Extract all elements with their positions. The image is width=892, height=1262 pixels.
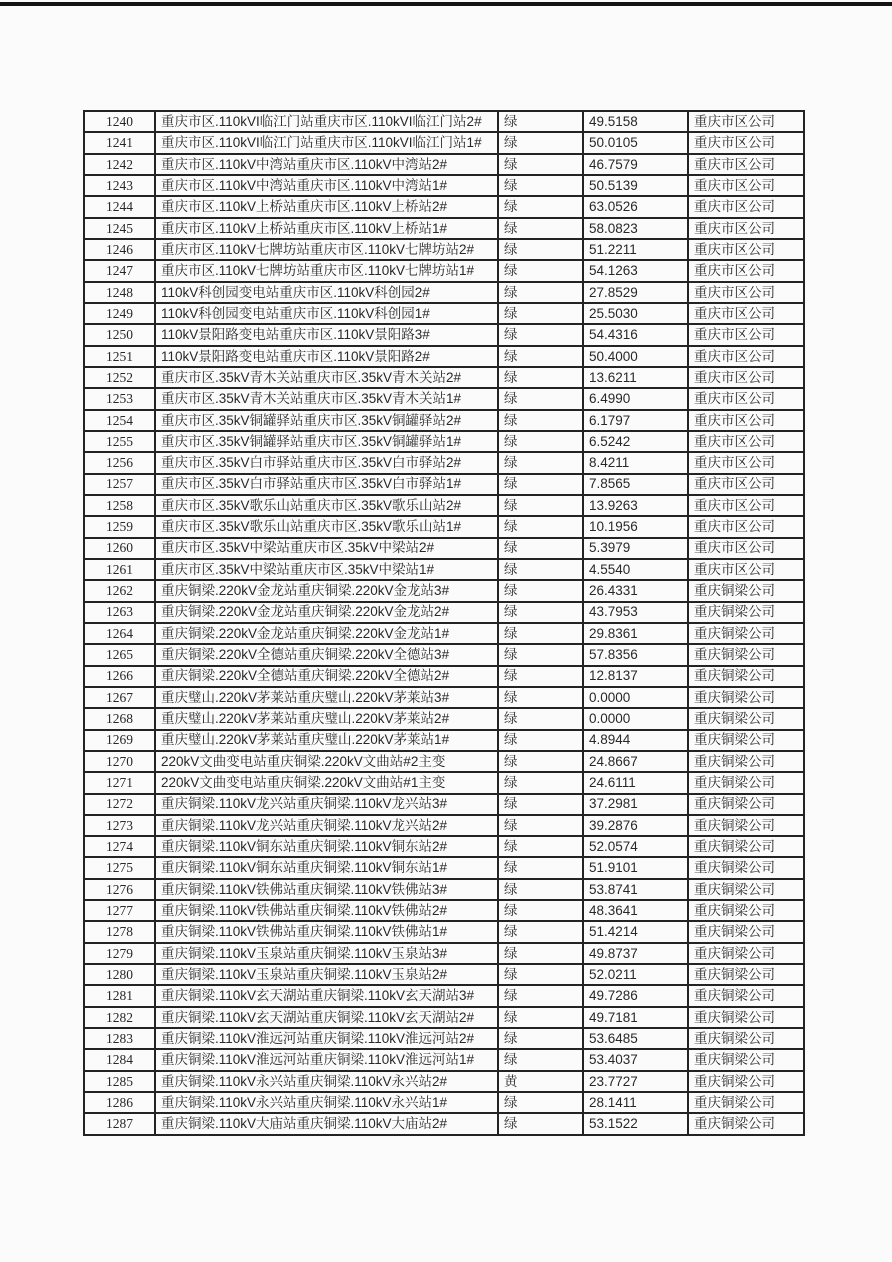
value-cell: 49.8737 <box>583 943 688 964</box>
value-cell: 54.1263 <box>583 260 688 281</box>
row-index-cell: 1283 <box>84 1028 155 1049</box>
company-cell: 重庆铜梁公司 <box>688 964 804 985</box>
company-cell: 重庆铜梁公司 <box>688 1113 804 1135</box>
company-cell: 重庆市区公司 <box>688 303 804 324</box>
status-cell: 绿 <box>498 964 583 985</box>
status-cell: 绿 <box>498 879 583 900</box>
table-row <box>84 1071 804 1092</box>
table-row <box>84 538 804 559</box>
value-cell: 0.0000 <box>583 708 688 729</box>
value-cell: 51.9101 <box>583 857 688 878</box>
status-cell: 绿 <box>498 900 583 921</box>
row-index-cell: 1243 <box>84 175 155 196</box>
company-cell: 重庆铜梁公司 <box>688 602 804 623</box>
row-index-cell: 1271 <box>84 772 155 793</box>
row-index-cell: 1255 <box>84 431 155 452</box>
row-index-cell: 1241 <box>84 132 155 153</box>
status-cell: 绿 <box>498 1049 583 1070</box>
value-cell: 8.4211 <box>583 452 688 473</box>
company-cell: 重庆市区公司 <box>688 538 804 559</box>
station-name-cell: 重庆铜梁.110kV龙兴站重庆铜梁.110kV龙兴站2# <box>155 815 498 836</box>
status-cell: 绿 <box>498 303 583 324</box>
value-cell: 6.4990 <box>583 388 688 409</box>
substation-load-table <box>83 110 805 1136</box>
table-row <box>84 410 804 431</box>
table-row <box>84 324 804 345</box>
station-name-cell: 重庆铜梁.110kV玄天湖站重庆铜梁.110kV玄天湖站3# <box>155 985 498 1006</box>
company-cell: 重庆铜梁公司 <box>688 730 804 751</box>
station-name-cell: 重庆市区.110kV上桥站重庆市区.110kV上桥站1# <box>155 218 498 239</box>
table-row <box>84 772 804 793</box>
row-index-cell: 1244 <box>84 196 155 217</box>
row-index-cell: 1275 <box>84 857 155 878</box>
status-cell: 绿 <box>498 260 583 281</box>
status-cell: 绿 <box>498 452 583 473</box>
status-cell: 绿 <box>498 282 583 303</box>
station-name-cell: 重庆铜梁.110kV龙兴站重庆铜梁.110kV龙兴站3# <box>155 794 498 815</box>
table-row <box>84 559 804 580</box>
station-name-cell: 重庆市区.35kV中梁站重庆市区.35kV中梁站1# <box>155 559 498 580</box>
value-cell: 6.5242 <box>583 431 688 452</box>
row-index-cell: 1268 <box>84 708 155 729</box>
station-name-cell: 重庆铜梁.110kV铜东站重庆铜梁.110kV铜东站2# <box>155 836 498 857</box>
value-cell: 52.0211 <box>583 964 688 985</box>
table-row <box>84 623 804 644</box>
company-cell: 重庆铜梁公司 <box>688 687 804 708</box>
row-index-cell: 1249 <box>84 303 155 324</box>
station-name-cell: 220kV文曲变电站重庆铜梁.220kV文曲站#1主变 <box>155 772 498 793</box>
station-name-cell: 110kV景阳路变电站重庆市区.110kV景阳路3# <box>155 324 498 345</box>
company-cell: 重庆市区公司 <box>688 260 804 281</box>
table-row <box>84 239 804 260</box>
company-cell: 重庆市区公司 <box>688 282 804 303</box>
status-cell: 绿 <box>498 474 583 495</box>
status-cell: 绿 <box>498 730 583 751</box>
value-cell: 46.7579 <box>583 154 688 175</box>
table-row <box>84 452 804 473</box>
status-cell: 黄 <box>498 1071 583 1092</box>
row-index-cell: 1279 <box>84 943 155 964</box>
company-cell: 重庆市区公司 <box>688 410 804 431</box>
company-cell: 重庆铜梁公司 <box>688 1007 804 1028</box>
status-cell: 绿 <box>498 324 583 345</box>
company-cell: 重庆铜梁公司 <box>688 580 804 601</box>
value-cell: 57.8356 <box>583 644 688 665</box>
table-row <box>84 943 804 964</box>
value-cell: 37.2981 <box>583 794 688 815</box>
table-row <box>84 431 804 452</box>
company-cell: 重庆市区公司 <box>688 175 804 196</box>
value-cell: 23.7727 <box>583 1071 688 1092</box>
value-cell: 50.5139 <box>583 175 688 196</box>
value-cell: 39.2876 <box>583 815 688 836</box>
station-name-cell: 重庆铜梁.110kV淮远河站重庆铜梁.110kV淮远河站1# <box>155 1049 498 1070</box>
station-name-cell: 重庆铜梁.110kV铜东站重庆铜梁.110kV铜东站1# <box>155 857 498 878</box>
station-name-cell: 重庆市区.35kV中梁站重庆市区.35kV中梁站2# <box>155 538 498 559</box>
station-name-cell: 重庆市区.110kVI临江门站重庆市区.110kVI临江门站2# <box>155 111 498 132</box>
row-index-cell: 1257 <box>84 474 155 495</box>
value-cell: 50.0105 <box>583 132 688 153</box>
station-name-cell: 重庆市区.110kV中湾站重庆市区.110kV中湾站1# <box>155 175 498 196</box>
value-cell: 52.0574 <box>583 836 688 857</box>
row-index-cell: 1285 <box>84 1071 155 1092</box>
station-name-cell: 重庆铜梁.220kV金龙站重庆铜梁.220kV金龙站2# <box>155 602 498 623</box>
status-cell: 绿 <box>498 410 583 431</box>
table-row <box>84 730 804 751</box>
status-cell: 绿 <box>498 857 583 878</box>
table-row <box>84 580 804 601</box>
status-cell: 绿 <box>498 921 583 942</box>
company-cell: 重庆铜梁公司 <box>688 836 804 857</box>
status-cell: 绿 <box>498 815 583 836</box>
table-row <box>84 985 804 1006</box>
value-cell: 28.1411 <box>583 1092 688 1113</box>
station-name-cell: 重庆市区.35kV白市驿站重庆市区.35kV白市驿站1# <box>155 474 498 495</box>
value-cell: 0.0000 <box>583 687 688 708</box>
status-cell: 绿 <box>498 985 583 1006</box>
status-cell: 绿 <box>498 1113 583 1135</box>
company-cell: 重庆铜梁公司 <box>688 921 804 942</box>
table-row <box>84 708 804 729</box>
row-index-cell: 1246 <box>84 239 155 260</box>
status-cell: 绿 <box>498 431 583 452</box>
value-cell: 49.5158 <box>583 111 688 132</box>
station-name-cell: 重庆市区.35kV青木关站重庆市区.35kV青木关站1# <box>155 388 498 409</box>
value-cell: 51.4214 <box>583 921 688 942</box>
station-name-cell: 重庆铜梁.110kV玉泉站重庆铜梁.110kV玉泉站2# <box>155 964 498 985</box>
status-cell: 绿 <box>498 388 583 409</box>
value-cell: 49.7286 <box>583 985 688 1006</box>
company-cell: 重庆市区公司 <box>688 495 804 516</box>
station-name-cell: 重庆铜梁.110kV永兴站重庆铜梁.110kV永兴站2# <box>155 1071 498 1092</box>
row-index-cell: 1282 <box>84 1007 155 1028</box>
status-cell: 绿 <box>498 836 583 857</box>
value-cell: 48.3641 <box>583 900 688 921</box>
value-cell: 63.0526 <box>583 196 688 217</box>
table-row <box>84 1007 804 1028</box>
row-index-cell: 1254 <box>84 410 155 431</box>
table-row <box>84 857 804 878</box>
station-name-cell: 重庆璧山.220kV茅莱站重庆璧山.220kV茅莱站3# <box>155 687 498 708</box>
row-index-cell: 1261 <box>84 559 155 580</box>
document-page <box>83 110 805 1136</box>
row-index-cell: 1245 <box>84 218 155 239</box>
station-name-cell: 重庆市区.110kVI临江门站重庆市区.110kVI临江门站1# <box>155 132 498 153</box>
table-row <box>84 794 804 815</box>
station-name-cell: 重庆铜梁.110kV玉泉站重庆铜梁.110kV玉泉站3# <box>155 943 498 964</box>
station-name-cell: 重庆市区.35kV青木关站重庆市区.35kV青木关站2# <box>155 367 498 388</box>
station-name-cell: 重庆璧山.220kV茅莱站重庆璧山.220kV茅莱站2# <box>155 708 498 729</box>
status-cell: 绿 <box>498 1007 583 1028</box>
status-cell: 绿 <box>498 687 583 708</box>
table-row <box>84 495 804 516</box>
status-cell: 绿 <box>498 154 583 175</box>
table-row <box>84 836 804 857</box>
table-row <box>84 132 804 153</box>
row-index-cell: 1287 <box>84 1113 155 1135</box>
company-cell: 重庆铜梁公司 <box>688 794 804 815</box>
row-index-cell: 1260 <box>84 538 155 559</box>
station-name-cell: 重庆铜梁.220kV金龙站重庆铜梁.220kV金龙站3# <box>155 580 498 601</box>
value-cell: 13.6211 <box>583 367 688 388</box>
value-cell: 53.8741 <box>583 879 688 900</box>
status-cell: 绿 <box>498 708 583 729</box>
row-index-cell: 1251 <box>84 346 155 367</box>
company-cell: 重庆铜梁公司 <box>688 751 804 772</box>
status-cell: 绿 <box>498 580 583 601</box>
value-cell: 54.4316 <box>583 324 688 345</box>
status-cell: 绿 <box>498 111 583 132</box>
value-cell: 58.0823 <box>583 218 688 239</box>
table-row <box>84 687 804 708</box>
company-cell: 重庆铜梁公司 <box>688 623 804 644</box>
station-name-cell: 重庆铜梁.110kV淮远河站重庆铜梁.110kV淮远河站2# <box>155 1028 498 1049</box>
status-cell: 绿 <box>498 239 583 260</box>
row-index-cell: 1273 <box>84 815 155 836</box>
value-cell: 49.7181 <box>583 1007 688 1028</box>
station-name-cell: 重庆铜梁.220kV全德站重庆铜梁.220kV全德站2# <box>155 666 498 687</box>
row-index-cell: 1256 <box>84 452 155 473</box>
station-name-cell: 110kV景阳路变电站重庆市区.110kV景阳路2# <box>155 346 498 367</box>
station-name-cell: 重庆市区.110kV七牌坊站重庆市区.110kV七牌坊站1# <box>155 260 498 281</box>
status-cell: 绿 <box>498 132 583 153</box>
company-cell: 重庆铜梁公司 <box>688 879 804 900</box>
row-index-cell: 1274 <box>84 836 155 857</box>
table-row <box>84 921 804 942</box>
value-cell: 25.5030 <box>583 303 688 324</box>
value-cell: 29.8361 <box>583 623 688 644</box>
row-index-cell: 1276 <box>84 879 155 900</box>
station-name-cell: 重庆市区.35kV铜罐驿站重庆市区.35kV铜罐驿站2# <box>155 410 498 431</box>
table-row <box>84 1092 804 1113</box>
company-cell: 重庆市区公司 <box>688 559 804 580</box>
table-row <box>84 282 804 303</box>
station-name-cell: 110kV科创园变电站重庆市区.110kV科创园2# <box>155 282 498 303</box>
table-row <box>84 602 804 623</box>
company-cell: 重庆市区公司 <box>688 516 804 537</box>
value-cell: 24.8667 <box>583 751 688 772</box>
company-cell: 重庆市区公司 <box>688 111 804 132</box>
station-name-cell: 重庆市区.110kV上桥站重庆市区.110kV上桥站2# <box>155 196 498 217</box>
table-row <box>84 900 804 921</box>
row-index-cell: 1240 <box>84 111 155 132</box>
company-cell: 重庆铜梁公司 <box>688 1028 804 1049</box>
station-name-cell: 重庆市区.110kV中湾站重庆市区.110kV中湾站2# <box>155 154 498 175</box>
table-row <box>84 111 804 132</box>
row-index-cell: 1259 <box>84 516 155 537</box>
company-cell: 重庆市区公司 <box>688 367 804 388</box>
company-cell: 重庆铜梁公司 <box>688 1071 804 1092</box>
row-index-cell: 1270 <box>84 751 155 772</box>
company-cell: 重庆市区公司 <box>688 388 804 409</box>
station-name-cell: 重庆市区.35kV歌乐山站重庆市区.35kV歌乐山站1# <box>155 516 498 537</box>
table-row <box>84 154 804 175</box>
station-name-cell: 重庆铜梁.110kV铁佛站重庆铜梁.110kV铁佛站2# <box>155 900 498 921</box>
value-cell: 51.2211 <box>583 239 688 260</box>
table-row <box>84 964 804 985</box>
company-cell: 重庆市区公司 <box>688 431 804 452</box>
value-cell: 7.8565 <box>583 474 688 495</box>
table-row <box>84 815 804 836</box>
table-row <box>84 196 804 217</box>
row-index-cell: 1250 <box>84 324 155 345</box>
status-cell: 绿 <box>498 495 583 516</box>
table-row <box>84 260 804 281</box>
table-row <box>84 388 804 409</box>
table-row <box>84 751 804 772</box>
status-cell: 绿 <box>498 538 583 559</box>
row-index-cell: 1267 <box>84 687 155 708</box>
table-row <box>84 1049 804 1070</box>
row-index-cell: 1286 <box>84 1092 155 1113</box>
company-cell: 重庆铜梁公司 <box>688 772 804 793</box>
station-name-cell: 重庆铜梁.110kV永兴站重庆铜梁.110kV永兴站1# <box>155 1092 498 1113</box>
row-index-cell: 1253 <box>84 388 155 409</box>
row-index-cell: 1272 <box>84 794 155 815</box>
status-cell: 绿 <box>498 175 583 196</box>
value-cell: 4.5540 <box>583 559 688 580</box>
company-cell: 重庆铜梁公司 <box>688 857 804 878</box>
status-cell: 绿 <box>498 666 583 687</box>
company-cell: 重庆铜梁公司 <box>688 666 804 687</box>
row-index-cell: 1266 <box>84 666 155 687</box>
company-cell: 重庆铜梁公司 <box>688 644 804 665</box>
station-name-cell: 重庆市区.35kV白市驿站重庆市区.35kV白市驿站2# <box>155 452 498 473</box>
row-index-cell: 1280 <box>84 964 155 985</box>
row-index-cell: 1277 <box>84 900 155 921</box>
status-cell: 绿 <box>498 794 583 815</box>
status-cell: 绿 <box>498 1092 583 1113</box>
table-row <box>84 346 804 367</box>
top-edge-line <box>0 2 892 6</box>
row-index-cell: 1269 <box>84 730 155 751</box>
company-cell: 重庆市区公司 <box>688 218 804 239</box>
row-index-cell: 1242 <box>84 154 155 175</box>
value-cell: 53.4037 <box>583 1049 688 1070</box>
station-name-cell: 重庆铜梁.110kV玄天湖站重庆铜梁.110kV玄天湖站2# <box>155 1007 498 1028</box>
value-cell: 12.8137 <box>583 666 688 687</box>
row-index-cell: 1247 <box>84 260 155 281</box>
company-cell: 重庆市区公司 <box>688 452 804 473</box>
station-name-cell: 重庆铜梁.110kV铁佛站重庆铜梁.110kV铁佛站3# <box>155 879 498 900</box>
table-row <box>84 367 804 388</box>
row-index-cell: 1252 <box>84 367 155 388</box>
row-index-cell: 1265 <box>84 644 155 665</box>
value-cell: 6.1797 <box>583 410 688 431</box>
table-row <box>84 516 804 537</box>
value-cell: 27.8529 <box>583 282 688 303</box>
value-cell: 26.4331 <box>583 580 688 601</box>
row-index-cell: 1284 <box>84 1049 155 1070</box>
table-row <box>84 879 804 900</box>
company-cell: 重庆市区公司 <box>688 132 804 153</box>
table-row <box>84 666 804 687</box>
company-cell: 重庆市区公司 <box>688 154 804 175</box>
station-name-cell: 重庆市区.35kV歌乐山站重庆市区.35kV歌乐山站2# <box>155 495 498 516</box>
station-name-cell: 重庆铜梁.220kV全德站重庆铜梁.220kV全德站3# <box>155 644 498 665</box>
row-index-cell: 1278 <box>84 921 155 942</box>
value-cell: 13.9263 <box>583 495 688 516</box>
status-cell: 绿 <box>498 346 583 367</box>
station-name-cell: 重庆市区.110kV七牌坊站重庆市区.110kV七牌坊站2# <box>155 239 498 260</box>
table-body <box>84 111 804 1135</box>
status-cell: 绿 <box>498 218 583 239</box>
value-cell: 4.8944 <box>583 730 688 751</box>
company-cell: 重庆市区公司 <box>688 196 804 217</box>
station-name-cell: 重庆铜梁.220kV金龙站重庆铜梁.220kV金龙站1# <box>155 623 498 644</box>
table-row <box>84 303 804 324</box>
table-row <box>84 175 804 196</box>
row-index-cell: 1281 <box>84 985 155 1006</box>
table-row <box>84 474 804 495</box>
status-cell: 绿 <box>498 751 583 772</box>
table-row <box>84 644 804 665</box>
row-index-cell: 1263 <box>84 602 155 623</box>
company-cell: 重庆市区公司 <box>688 239 804 260</box>
company-cell: 重庆铜梁公司 <box>688 900 804 921</box>
status-cell: 绿 <box>498 644 583 665</box>
station-name-cell: 110kV科创园变电站重庆市区.110kV科创园1# <box>155 303 498 324</box>
station-name-cell: 重庆市区.35kV铜罐驿站重庆市区.35kV铜罐驿站1# <box>155 431 498 452</box>
status-cell: 绿 <box>498 516 583 537</box>
station-name-cell: 重庆璧山.220kV茅莱站重庆璧山.220kV茅莱站1# <box>155 730 498 751</box>
value-cell: 24.6111 <box>583 772 688 793</box>
value-cell: 53.1522 <box>583 1113 688 1135</box>
row-index-cell: 1264 <box>84 623 155 644</box>
company-cell: 重庆市区公司 <box>688 346 804 367</box>
status-cell: 绿 <box>498 943 583 964</box>
company-cell: 重庆市区公司 <box>688 324 804 345</box>
station-name-cell: 重庆铜梁.110kV大庙站重庆铜梁.110kV大庙站2# <box>155 1113 498 1135</box>
table-row <box>84 1028 804 1049</box>
company-cell: 重庆铜梁公司 <box>688 943 804 964</box>
row-index-cell: 1262 <box>84 580 155 601</box>
table-row <box>84 1113 804 1135</box>
company-cell: 重庆铜梁公司 <box>688 1092 804 1113</box>
table-row <box>84 218 804 239</box>
value-cell: 10.1956 <box>583 516 688 537</box>
value-cell: 50.4000 <box>583 346 688 367</box>
status-cell: 绿 <box>498 772 583 793</box>
status-cell: 绿 <box>498 367 583 388</box>
value-cell: 43.7953 <box>583 602 688 623</box>
status-cell: 绿 <box>498 559 583 580</box>
station-name-cell: 重庆铜梁.110kV铁佛站重庆铜梁.110kV铁佛站1# <box>155 921 498 942</box>
status-cell: 绿 <box>498 1028 583 1049</box>
company-cell: 重庆铜梁公司 <box>688 815 804 836</box>
status-cell: 绿 <box>498 602 583 623</box>
company-cell: 重庆市区公司 <box>688 474 804 495</box>
value-cell: 5.3979 <box>583 538 688 559</box>
company-cell: 重庆铜梁公司 <box>688 985 804 1006</box>
company-cell: 重庆铜梁公司 <box>688 708 804 729</box>
company-cell: 重庆铜梁公司 <box>688 1049 804 1070</box>
row-index-cell: 1258 <box>84 495 155 516</box>
station-name-cell: 220kV文曲变电站重庆铜梁.220kV文曲站#2主变 <box>155 751 498 772</box>
row-index-cell: 1248 <box>84 282 155 303</box>
status-cell: 绿 <box>498 196 583 217</box>
value-cell: 53.6485 <box>583 1028 688 1049</box>
status-cell: 绿 <box>498 623 583 644</box>
